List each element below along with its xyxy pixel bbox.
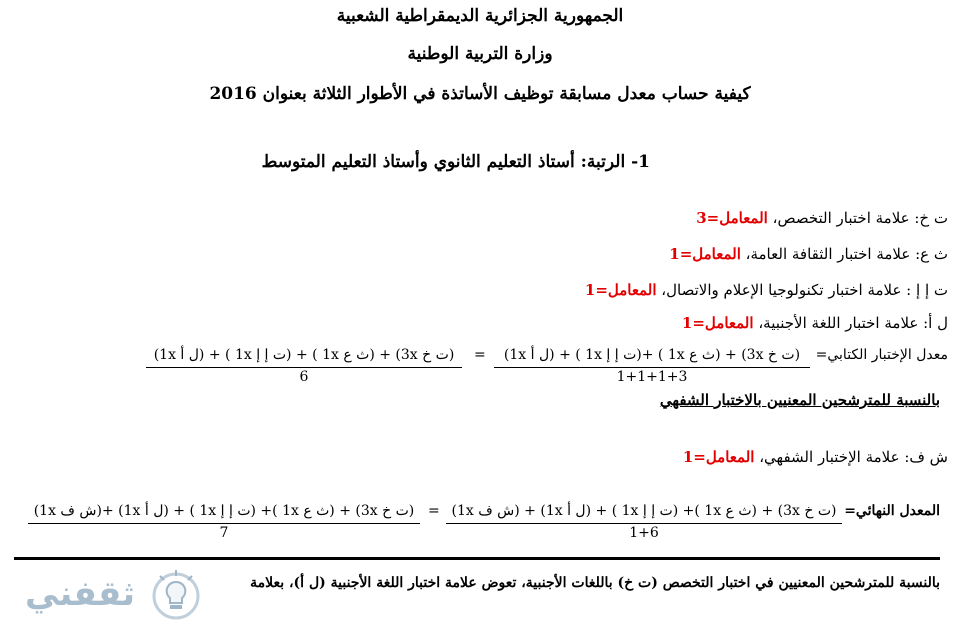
coefficient-label: المعامل=1: [682, 448, 755, 466]
coefficient-label: المعامل=1: [584, 281, 657, 299]
definition-general-culture: [669, 245, 948, 263]
definition-specialty: [696, 209, 948, 227]
definition-text: ش ف: علامة الإختبار الشفهي،: [754, 448, 948, 466]
definition-oral: [683, 448, 948, 466]
fraction-bar: [146, 367, 462, 368]
final-denominator-2: 7: [219, 525, 229, 541]
definition-foreign-language: [682, 314, 948, 332]
written-fraction-2: [146, 347, 462, 389]
coefficient-label: المعامل=1: [669, 245, 741, 263]
definition-text: ل أ: علامة اختبار اللغة الأجنبية،: [753, 314, 948, 332]
written-denominator-2: 6: [299, 369, 309, 385]
section-title: 1- الرتبة: أستاذ التعليم الثانوي وأستاذ التعليم المتوسط: [261, 152, 650, 172]
coefficient-label: المعامل=1: [681, 314, 754, 332]
final-average-label: المعدل النهائي=: [844, 503, 940, 519]
equals-sign: =: [428, 503, 440, 519]
final-numerator-1: (ت خ 3x) + (ث ع 1x )+ (ت إ إ 1x ) + (ل أ 1x) + (ش ف 1x): [451, 503, 837, 519]
divider-line: [14, 557, 940, 560]
equals-sign: =: [474, 347, 486, 363]
final-numerator-2: (ت خ 3x) + (ث ع 1x )+ (ت إ إ 1x ) + (ل أ 1x) +(ش ف 1x): [33, 503, 415, 519]
final-fraction-1: [446, 503, 842, 545]
written-numerator-2: (ت خ 3x) + (ث ع 1x ) + (ت إ إ 1x ) + (ل أ 1x): [153, 347, 455, 363]
document-title: كيفية حساب معدل مسابقة توظيف الأساتذة في الأطوار الثلاثة بعنوان 2016: [209, 84, 751, 104]
written-fraction-1: [494, 347, 810, 389]
written-numerator-1: (ت خ 3x) + (ث ع 1x ) +(ت إ إ 1x ) + (ل أ 1x): [503, 347, 801, 363]
fraction-bar: [446, 523, 842, 524]
oral-heading: بالنسبة للمترشحين المعنيين بالاختبار الشفهي: [659, 391, 940, 409]
fraction-bar: [494, 367, 810, 368]
coefficient-label: المعامل=3: [696, 209, 768, 227]
definition-text: ت خ: علامة اختبار التخصص،: [767, 209, 948, 227]
written-denominator-1: 1+1+1+3: [616, 369, 688, 385]
header-ministry: وزارة التربية الوطنية: [407, 44, 553, 64]
definition-text: ت إ إ : علامة اختبار تكنولوجيا الإعلام والاتصال،: [656, 281, 948, 299]
written-average-label: معدل الإختبار الكتابي=: [815, 347, 948, 363]
definition-text: ث ع: علامة اختبار الثقافة العامة،: [740, 245, 948, 263]
final-denominator-1: 1+6: [629, 525, 659, 541]
header-republic: الجمهورية الجزائرية الديمقراطية الشعبية: [336, 6, 624, 26]
definition-ict: [585, 281, 948, 299]
watermark-logo: [14, 566, 204, 626]
watermark-text: ثقفني: [25, 574, 135, 614]
final-fraction-2: [28, 503, 420, 545]
footer-note: بالنسبة للمترشحين المعنيين في اختبار التخصص (ت خ) باللغات الأجنبية، تعوض علامة اختبار اللغة الأجنبية (ل أ)، بعلامة: [250, 575, 940, 591]
fraction-bar: [28, 523, 420, 524]
